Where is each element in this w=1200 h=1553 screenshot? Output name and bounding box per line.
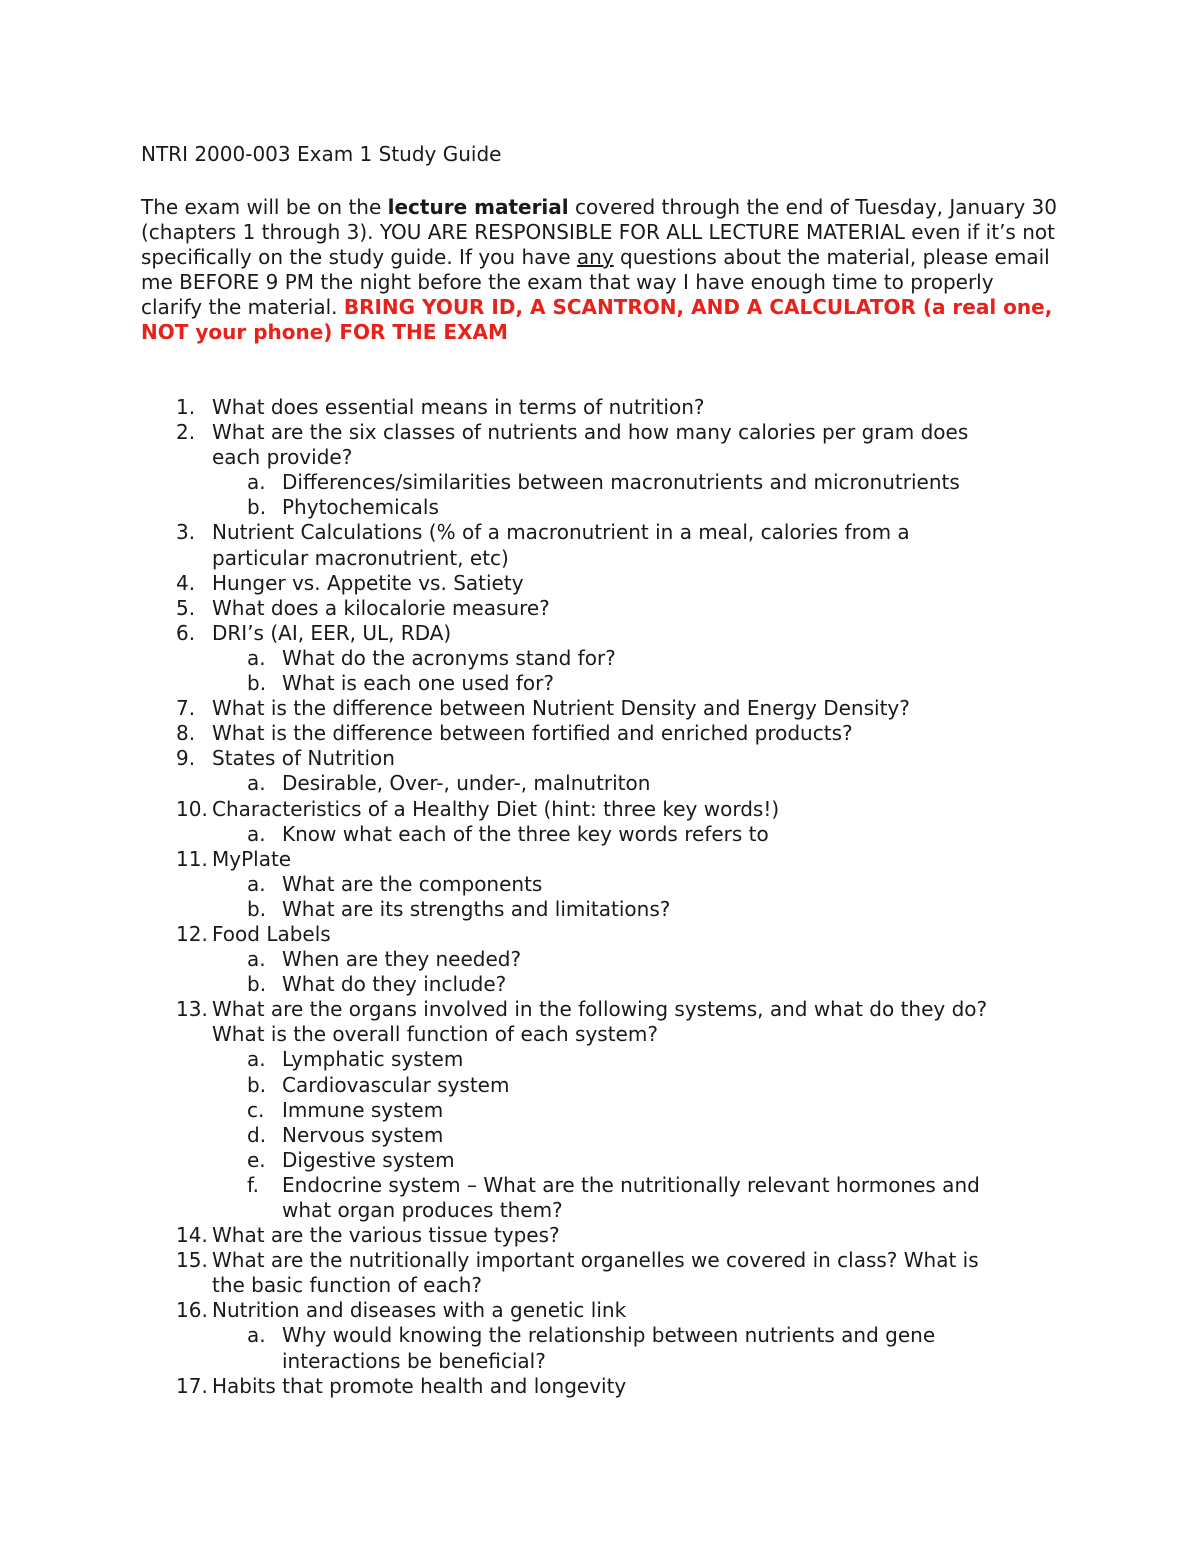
list-item-number: 2. bbox=[176, 420, 196, 445]
sub-list-item bbox=[0, 972, 1200, 997]
list-item-number: 1. bbox=[176, 395, 196, 419]
intro-bold-text: lecture material bbox=[387, 195, 569, 219]
list-item bbox=[0, 922, 1200, 947]
list-item-text bbox=[282, 1173, 980, 1223]
list-item-line: What are the components bbox=[282, 871, 543, 896]
list-item-text bbox=[212, 1223, 560, 1248]
list-item-line: Habits that promote health and longevity bbox=[212, 1373, 627, 1398]
list-item-number: 9. bbox=[176, 746, 196, 771]
list-item-line: Lymphatic system bbox=[282, 1047, 464, 1072]
list-item-line: States of Nutrition bbox=[212, 746, 395, 771]
list-item-number: a. bbox=[247, 470, 266, 495]
intro-warning-text: BRING YOUR ID, A SCANTRON, AND A CALCULATOR (a real one, NOT your phone) FOR THE EXAM bbox=[141, 295, 1053, 344]
list-item-text bbox=[212, 997, 987, 1047]
sub-list-item bbox=[0, 897, 1200, 922]
sub-list-item bbox=[0, 470, 1200, 495]
list-item-line: When are they needed? bbox=[282, 947, 522, 972]
list-item-line: What are the six classes of nutrients and how many calories per gram does bbox=[212, 420, 969, 445]
intro-underline-text: any bbox=[576, 245, 614, 269]
list-item-text bbox=[212, 520, 910, 570]
list-item-number: b. bbox=[247, 495, 267, 520]
list-item-line: Characteristics of a Healthy Diet (hint: three key words!) bbox=[212, 796, 780, 821]
list-item bbox=[0, 621, 1200, 646]
list-item-line: what organ produces them? bbox=[282, 1198, 563, 1222]
list-item bbox=[0, 520, 1200, 570]
list-item-text bbox=[282, 897, 670, 922]
list-item-line: What do they include? bbox=[282, 972, 507, 997]
list-item-text bbox=[212, 1374, 626, 1399]
list-item-line: Food Labels bbox=[212, 921, 331, 946]
list-item-line: What is each one used for? bbox=[282, 671, 554, 696]
list-item-text bbox=[212, 420, 968, 470]
list-item-text bbox=[212, 596, 550, 621]
list-item-number: a. bbox=[247, 947, 266, 972]
intro-text-1: The exam will be on the bbox=[141, 195, 388, 219]
list-item-text bbox=[282, 1323, 935, 1373]
sub-list-item bbox=[0, 1123, 1200, 1148]
list-item-line: each provide? bbox=[212, 445, 353, 470]
list-item-text bbox=[282, 972, 506, 997]
list-item-line: Nutrient Calculations (% of a macronutrient in a meal, calories from a bbox=[212, 520, 910, 545]
list-item-line: Immune system bbox=[282, 1097, 444, 1122]
page-title: NTRI 2000-003 Exam 1 Study Guide bbox=[141, 142, 502, 166]
list-item-line: Nutrition and diseases with a genetic link bbox=[212, 1298, 627, 1323]
list-item-text bbox=[282, 495, 439, 520]
list-item-number: b. bbox=[247, 896, 267, 921]
list-item-number: 11. bbox=[176, 846, 208, 871]
sub-list-item bbox=[0, 671, 1200, 696]
list-item-number: d. bbox=[247, 1122, 267, 1147]
list-item-number: 4. bbox=[176, 570, 196, 595]
list-item-line: the basic function of each? bbox=[212, 1273, 482, 1298]
list-item-line: Desirable, Over-, under-, malnutriton bbox=[282, 771, 651, 796]
sub-list-item bbox=[0, 947, 1200, 972]
list-item-number: a. bbox=[247, 771, 266, 796]
list-item-number: a. bbox=[247, 871, 266, 896]
list-item-line: particular macronutrient, etc) bbox=[212, 545, 509, 570]
list-item-line: What does a kilocalorie measure? bbox=[212, 595, 550, 620]
list-item-text bbox=[212, 696, 910, 721]
list-item-number: a. bbox=[247, 821, 266, 846]
list-item-line: Cardiovascular system bbox=[282, 1072, 510, 1097]
list-item-number: 7. bbox=[176, 696, 196, 721]
list-item-text bbox=[212, 395, 705, 420]
list-item-number: 14. bbox=[176, 1223, 208, 1248]
list-item-number: b. bbox=[247, 671, 267, 696]
list-item-line: Differences/similarities between macronutrients and micronutrients bbox=[282, 470, 960, 495]
list-item-line: DRI’s (AI, EER, UL, RDA) bbox=[212, 620, 452, 645]
sub-list-item bbox=[0, 771, 1200, 796]
list-item-line: Know what each of the three key words refers to bbox=[282, 821, 769, 846]
list-item-text bbox=[212, 1298, 626, 1323]
sub-list-item bbox=[0, 1173, 1200, 1223]
list-item-line: Nervous system bbox=[282, 1122, 444, 1147]
list-item-line: interactions be beneficial? bbox=[282, 1348, 546, 1373]
list-item bbox=[0, 847, 1200, 872]
list-item-text bbox=[282, 872, 542, 897]
list-item-text bbox=[282, 1148, 455, 1173]
list-item-line: What is the difference between fortified and enriched products? bbox=[212, 721, 853, 746]
sub-list-item bbox=[0, 1098, 1200, 1123]
list-item bbox=[0, 721, 1200, 746]
list-item-line: What do the acronyms stand for? bbox=[282, 645, 616, 670]
list-item-number: 16. bbox=[176, 1298, 208, 1323]
list-item-number: 12. bbox=[176, 921, 208, 946]
list-item-text bbox=[212, 847, 291, 872]
intro-text-3: questions about the material, please email me BEFORE 9 PM the night before the exam that way I have enough time to properly clarify the material. bbox=[141, 245, 1050, 319]
list-item bbox=[0, 1223, 1200, 1248]
list-item-number: 3. bbox=[176, 520, 196, 545]
list-item-number: 8. bbox=[176, 721, 196, 746]
list-item bbox=[0, 1374, 1200, 1399]
sub-list-item bbox=[0, 822, 1200, 847]
list-item-number: a. bbox=[247, 1323, 266, 1348]
sub-list-item bbox=[0, 1323, 1200, 1373]
list-item bbox=[0, 395, 1200, 420]
list-item-text bbox=[282, 771, 650, 796]
list-item-line: Phytochemicals bbox=[282, 495, 439, 520]
list-item-line: MyPlate bbox=[212, 846, 292, 871]
sub-list-item bbox=[0, 1073, 1200, 1098]
list-item-number: 10. bbox=[176, 796, 208, 821]
list-item bbox=[0, 696, 1200, 721]
list-item-text bbox=[282, 646, 616, 671]
list-item-number: e. bbox=[247, 1147, 266, 1172]
list-item bbox=[0, 797, 1200, 822]
list-item-number: 6. bbox=[176, 620, 196, 645]
list-item-text bbox=[212, 797, 779, 822]
list-item-text bbox=[212, 621, 451, 646]
list-item-line: Digestive system bbox=[282, 1147, 455, 1172]
list-item-line: What is the difference between Nutrient Density and Energy Density? bbox=[212, 696, 910, 721]
list-item bbox=[0, 1248, 1200, 1298]
list-item-line: Endocrine system – What are the nutritionally relevant hormones and bbox=[282, 1172, 980, 1197]
list-item-number: 17. bbox=[176, 1373, 208, 1398]
list-item bbox=[0, 596, 1200, 621]
list-item-text bbox=[282, 947, 521, 972]
intro-paragraph bbox=[141, 195, 1061, 345]
list-item-number: 5. bbox=[176, 595, 196, 620]
list-item-line: What are the organs involved in the following systems, and what do they do? bbox=[212, 997, 988, 1022]
intro-text-2: covered through the end of Tuesday, January 30 (chapters 1 through 3). YOU ARE RESPONSIBLE FOR ALL LECTURE MATERIAL even if it’s not specifically on the study guide. If you have bbox=[141, 195, 1058, 269]
list-item-text bbox=[212, 922, 331, 947]
list-item-text bbox=[212, 1248, 979, 1298]
sub-list-item bbox=[0, 1148, 1200, 1173]
list-item bbox=[0, 1298, 1200, 1323]
study-question-list bbox=[0, 395, 1200, 1399]
list-item-number: f. bbox=[247, 1172, 259, 1197]
list-item bbox=[0, 571, 1200, 596]
list-item-number: 13. bbox=[176, 997, 208, 1022]
sub-list-item bbox=[0, 872, 1200, 897]
list-item-number: a. bbox=[247, 645, 266, 670]
list-item-line: What does essential means in terms of nutrition? bbox=[212, 395, 705, 419]
list-item bbox=[0, 746, 1200, 771]
list-item-text bbox=[282, 822, 769, 847]
list-item-text bbox=[212, 746, 395, 771]
list-item-text bbox=[282, 1073, 509, 1098]
list-item-number: b. bbox=[247, 1072, 267, 1097]
list-item-text bbox=[282, 1098, 443, 1123]
list-item-number: a. bbox=[247, 1047, 266, 1072]
list-item-line: What are the nutritionally important organelles we covered in class? What is bbox=[212, 1248, 979, 1273]
sub-list-item bbox=[0, 495, 1200, 520]
list-item-text bbox=[282, 1123, 443, 1148]
list-item-text bbox=[282, 470, 960, 495]
list-item-line: What are its strengths and limitations? bbox=[282, 896, 671, 921]
list-item-line: Why would knowing the relationship between nutrients and gene bbox=[282, 1323, 936, 1348]
list-item-line: What are the various tissue types? bbox=[212, 1223, 560, 1248]
list-item-text bbox=[212, 721, 853, 746]
list-item-text bbox=[282, 1047, 463, 1072]
sub-list-item bbox=[0, 1047, 1200, 1072]
list-item-number: b. bbox=[247, 972, 267, 997]
list-item-number: 15. bbox=[176, 1248, 208, 1273]
list-item-line: Hunger vs. Appetite vs. Satiety bbox=[212, 570, 524, 595]
sub-list-item bbox=[0, 646, 1200, 671]
list-item-number: c. bbox=[247, 1097, 265, 1122]
list-item bbox=[0, 420, 1200, 470]
list-item-line: What is the overall function of each system? bbox=[212, 1022, 658, 1047]
list-item bbox=[0, 997, 1200, 1047]
list-item-text bbox=[212, 571, 524, 596]
list-item-text bbox=[282, 671, 554, 696]
